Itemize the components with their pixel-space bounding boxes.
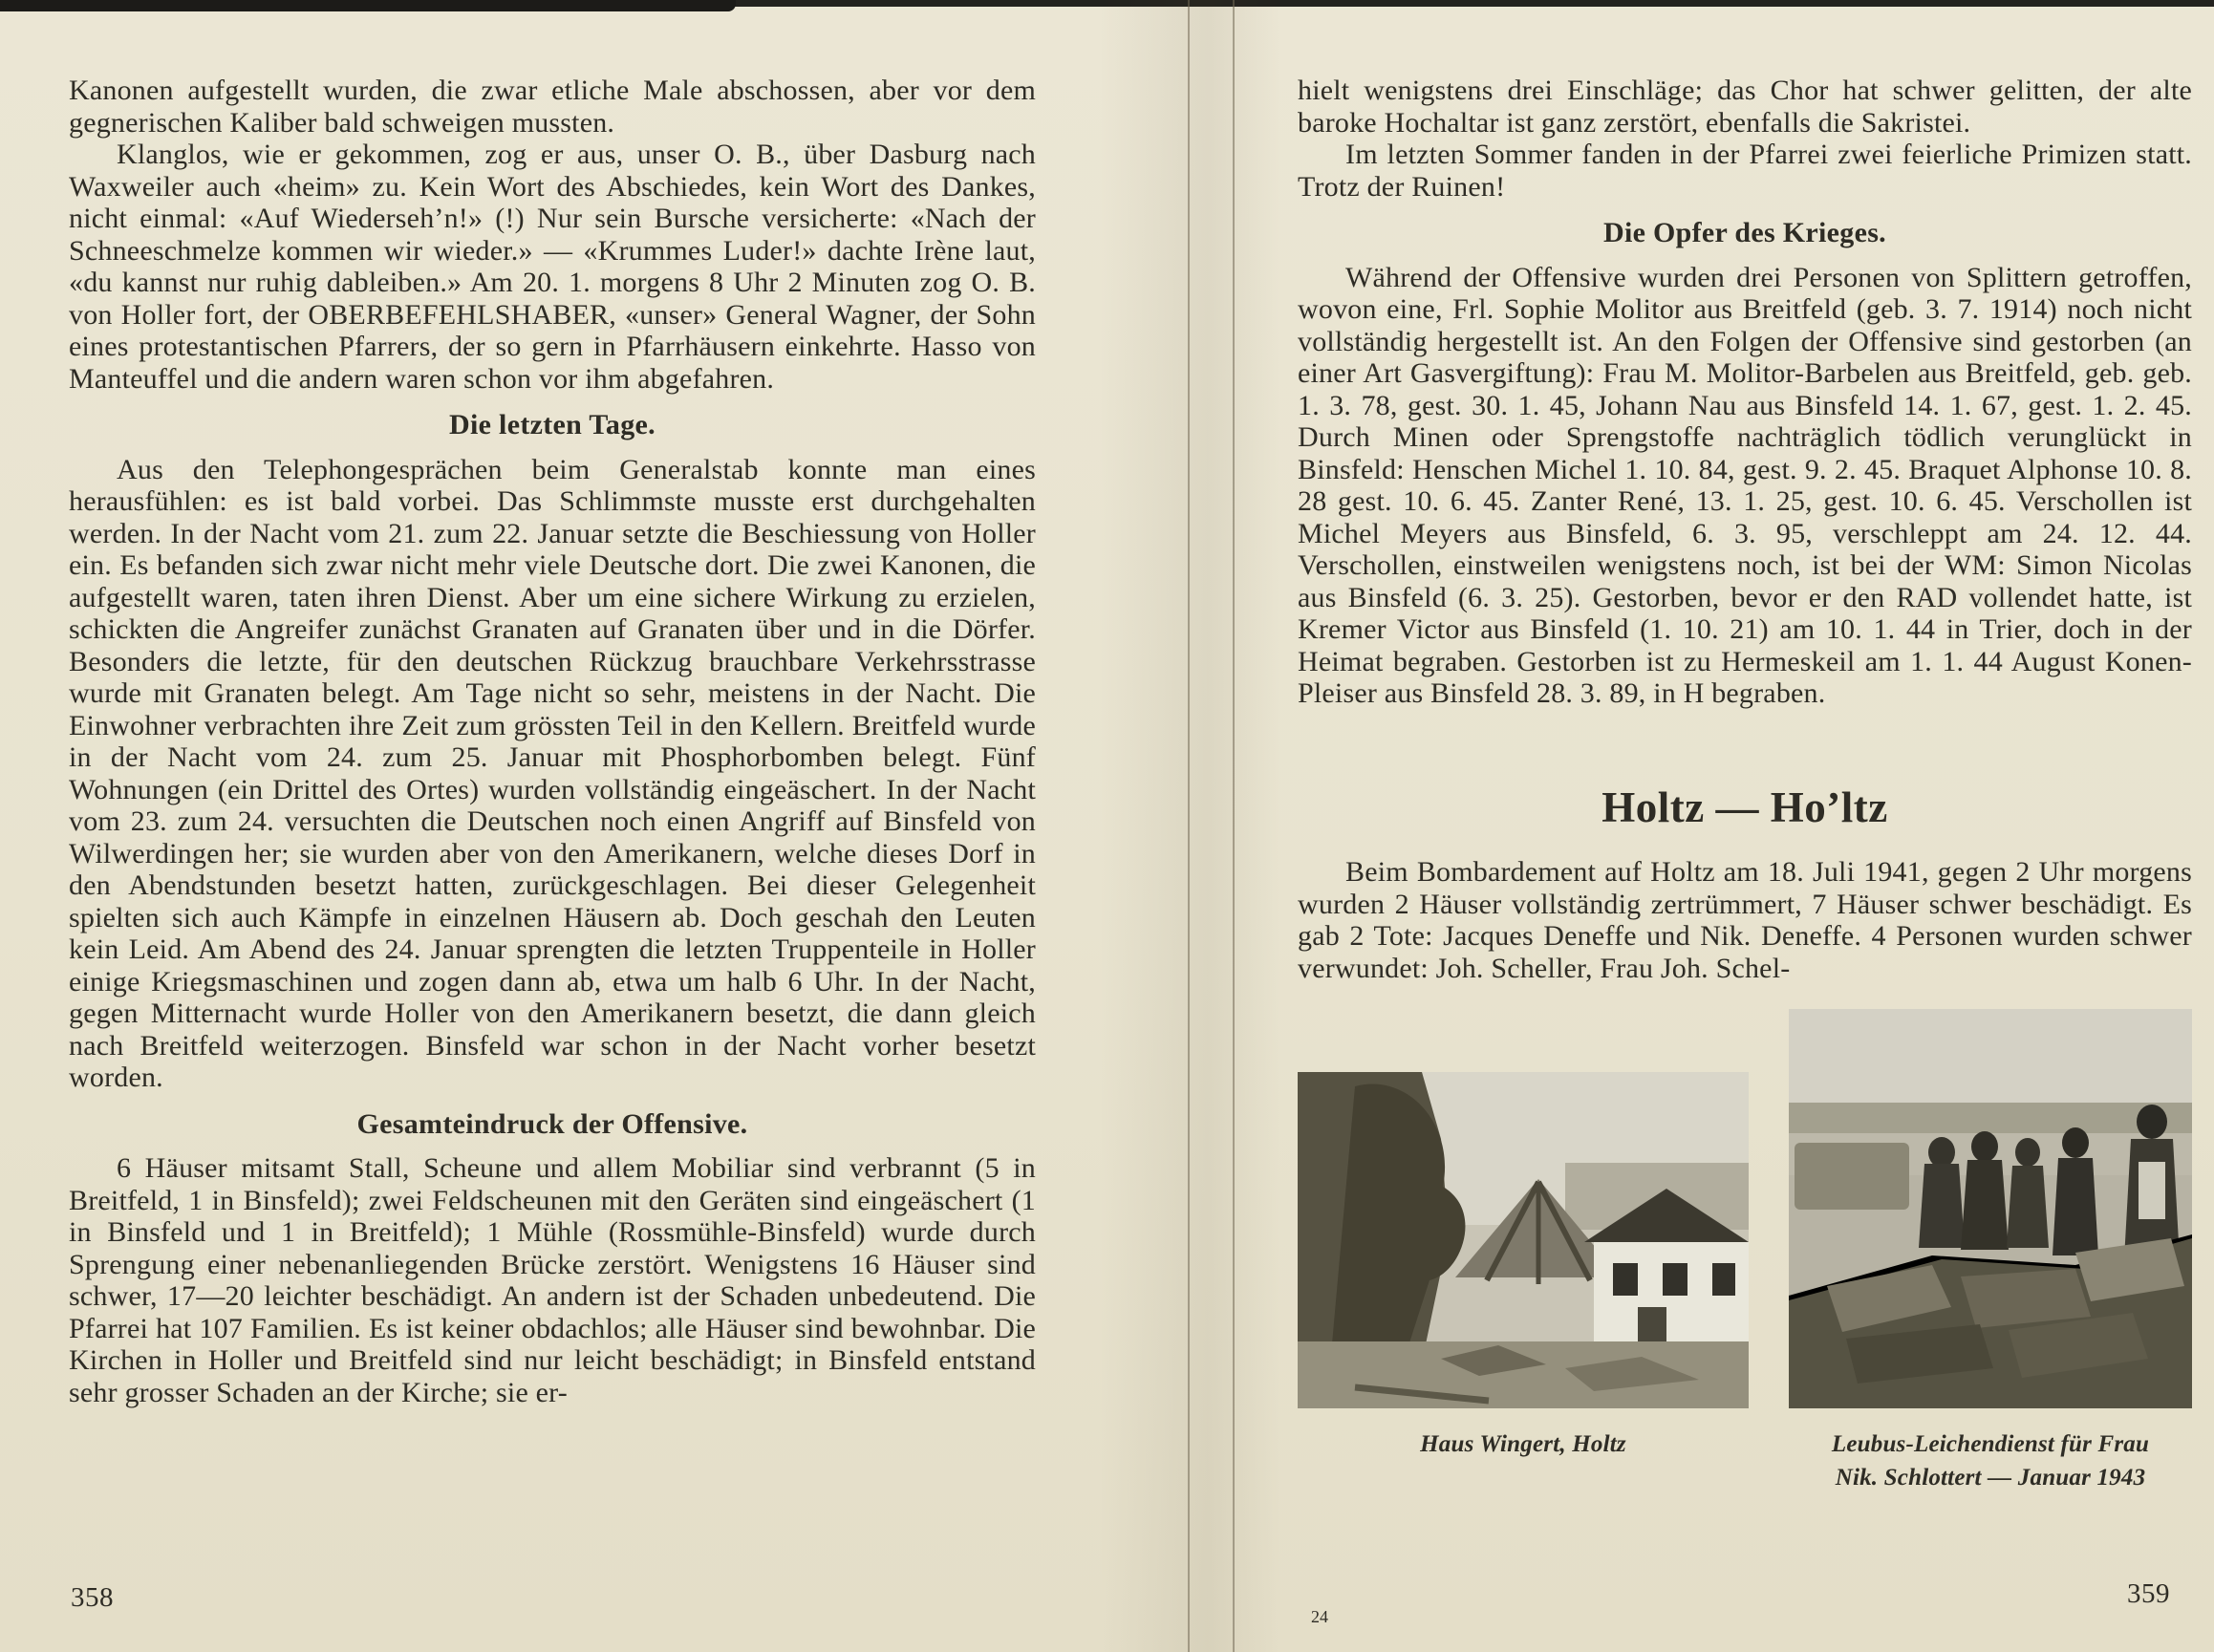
page-number-right: 359	[2127, 1578, 2170, 1609]
paragraph-primizen: Im letzten Sommer fanden in der Pfarrei zwei feierliche Primizen statt. Trotz der Ruinen!	[1298, 139, 2192, 203]
signature-mark: 24	[1311, 1607, 1328, 1626]
paragraph-die-opfer-des-krieges: Während der Offensive wurden drei Personen von Splittern getroffen, wovon eine, Frl. Sophie Molitor aus Breitfeld (geb. 3. 7. 1914) noch nicht vollständig hergestellt ist. An den Folgen der Offensive sind gestorben (an einer Art Gasvergiftung): Frau M. Molitor-Barbelen aus Breitfeld, geb. geb. 1. 3. 78, gest. 30. 1. 45, Johann Nau aus Binsfeld 14. 1. 67, gest. 1. 2. 45. Durch Minen oder Sprengstoffe nachträglich tödlich verunglückt in Binsfeld: Henschen Michel 1. 10. 84, gest. 9. 2. 45. Braquet Alphonse 10. 8. 28 gest. 10. 6. 45. Zanter René, 13. 1. 25, gest. 10. 6. 45. Verschollen ist Michel Meyers aus Binsfeld, 6. 3. 95, verschleppt am 24. 12. 44. Verschollen, einstweilen wenigstens noch, ist bei der WM: Simon Nicolas aus Binsfeld (6. 3. 25). Gestorben, bevor er den RAD vollendet hatte, ist Kremer Victor aus Binsfeld (1. 10. 21) am 10. 1. 44 in Trier, doch in der Heimat begraben. Gestorben ist zu Hermeskeil am 1. 1. 44 August Konen-Pleiser aus Binsfeld 28. 3. 89, in H begraben.	[1298, 261, 2192, 709]
heading-gesamteindruck: Gesamteindruck der Offensive.	[356, 1107, 748, 1140]
gutter-crease-line-1	[1188, 0, 1190, 1652]
photo-row	[1298, 1009, 2192, 1500]
paragraph-klanglos: Klanglos, wie er gekommen, zog er aus, unser O. B., über Dasburg nach Waxweiler auch «heim» zu. Kein Wort des Abschiedes, kein Wort des Dankes, nicht einmal: «Auf Wiederseh’n!» (!) Nur sein Bursche versicherte: «Nach der Schneeschmelze kommen wir wieder.» — «Krummes Luder!» dachte Irène laut, «du kannst nur ruhig dableiben.» Am 20. 1. morgens 8 Uhr 2 Minuten zog O. B. von Holler fort, der OBERBEFEHLSHABER, «unser» General Wagner, der Sohn eines protestantischen Pfarrers, der so gern in Pfarrhäusern einkehrte. Hasso von Manteuffel und die andern waren schon vor ihm abgefahren.	[69, 139, 1036, 395]
figure-haus-wingert	[1298, 1072, 1749, 1500]
left-page-text-column	[69, 75, 1036, 1408]
paragraph-die-letzten-tage: Aus den Telephongesprächen beim Generalstab konnte man eines herausfühlen: es ist bald vorbei. Das Schlimmste musste erst durchgehalten werden. In der Nacht vom 21. zum 22. Januar setzte die Beschiessung von Holler ein. Es befanden sich zwar nicht mehr viele Deutsche dort. Die zwei Kanonen, die aufgestellt waren, taten ihren Dienst. Aber um eine sichere Wirkung zu erzielen, schickten die Angreifer zunächst Granaten auf Granaten über und in die Dörfer. Besonders die letzte, für den deutschen Rückzug brauchbare Verkehrsstrasse wurde mit Granaten belegt. Am Tage nicht so sehr, meistens in der Nacht. Die Einwohner verbrachten ihre Zeit zum grössten Teil in den Kellern. Breitfeld wurde in der Nacht vom 24. zum 25. Januar mit Phosphorbomben belegt. Fünf Wohnungen (ein Drittel des Ortes) wurden vollständig eingeäschert. In der Nacht vom 23. zum 24. versuchten die Deutschen noch einen Angriff auf Binsfeld von Wilwerdingen her; sie wurden aber von den Amerikanern, welche dieses Dorf in den Abendstunden besetzt hatten, zurückgeschlagen. Bei dieser Gelegenheit spielten sich auch Kämpfe in einzelnen Häusern ab. Doch geschah den Leuten kein Leid. Am Abend des 24. Januar sprengten die letzten Truppenteile in Holler einige Kriegsmaschinen und zogen dann ab, etwa um halb 6 Uhr. In der Nacht, gegen Mitternacht wurde Holler von den Amerikanern besetzt, die dann gleich nach Breitfeld weiterzogen. Binsfeld war schon in der Nacht vorher besetzt worden.	[69, 453, 1036, 1093]
page-number-left: 358	[71, 1582, 114, 1613]
photo-haus-wingert-image	[1298, 1072, 1749, 1408]
caption-leubus-line2: Nik. Schlottert — Januar 1943	[1835, 1465, 2146, 1491]
caption-leubus-line1: Leubus-Leichendienst für Frau	[1831, 1431, 2150, 1457]
heading-die-letzten-tage: Die letzten Tage.	[449, 409, 656, 440]
gutter-crease-line-2	[1233, 0, 1235, 1652]
paragraph-gesamteindruck: 6 Häuser mitsamt Stall, Scheune und allem Mobiliar sind verbrannt (5 in Breitfeld, 1 in Binsfeld); zwei Feldscheunen mit den Geräten sind eingeäschert (1 in Binsfeld und 1 in Breitfeld); 1 Mühle (Rossmühle-Binsfeld) wurde durch Sprengung einer nebenanliegenden Brücke zerstört. Wenigstens 16 Häuser sind schwer, 17—20 leichter beschädigt. An andern ist der Schaden unbedeutend. Die Pfarrei hat 107 Familien. Es ist keiner obdachlos; alle Häuser sind bewohnbar. Die Kirchen in Holler und Breitfeld sind nur leicht beschädigt; in Binsfeld entstand sehr grosser Schaden an der Kirche; sie er-	[69, 1152, 1036, 1408]
photo-leubus-leichendienst-image	[1789, 1009, 2192, 1408]
paragraph-holtz-bombardement: Beim Bombardement auf Holtz am 18. Juli 1941, gegen 2 Uhr morgens wurden 2 Häuser vollständig zertrümmert, 7 Häuser schwer beschädigt. Es gab 2 Tote: Jacques Deneffe und Nik. Deneffe. 4 Personen wurden schwer verwundet: Joh. Scheller, Frau Joh. Schel-	[1298, 856, 2192, 984]
caption-leubus-leichendienst	[1789, 1427, 2192, 1500]
paragraph-hielt-continuation: hielt wenigstens drei Einschläge; das Chor hat schwer gelitten, der alte baroke Hochaltar ist ganz zerstört, ebenfalls die Sakristei.	[1298, 75, 2192, 139]
paragraph-kanonen-continuation: Kanonen aufgestellt wurden, die zwar etliche Male abschossen, aber vor dem gegnerischen Kaliber bald schweigen mussten.	[69, 75, 1036, 139]
heading-holtz: Holtz — Ho’ltz	[1601, 783, 1888, 831]
heading-die-opfer-des-krieges: Die Opfer des Krieges.	[1603, 217, 1886, 248]
photo-leubus-leichendienst	[1789, 1009, 2192, 1408]
scan-top-edge-left	[0, 0, 736, 11]
right-page-text-column	[1298, 75, 2192, 1500]
page-gutter-shadow	[1099, 0, 1280, 1652]
caption-haus-wingert: Haus Wingert, Holtz	[1420, 1431, 1626, 1457]
figure-leubus-leichendienst	[1789, 1009, 2192, 1500]
photo-haus-wingert	[1298, 1072, 1749, 1408]
